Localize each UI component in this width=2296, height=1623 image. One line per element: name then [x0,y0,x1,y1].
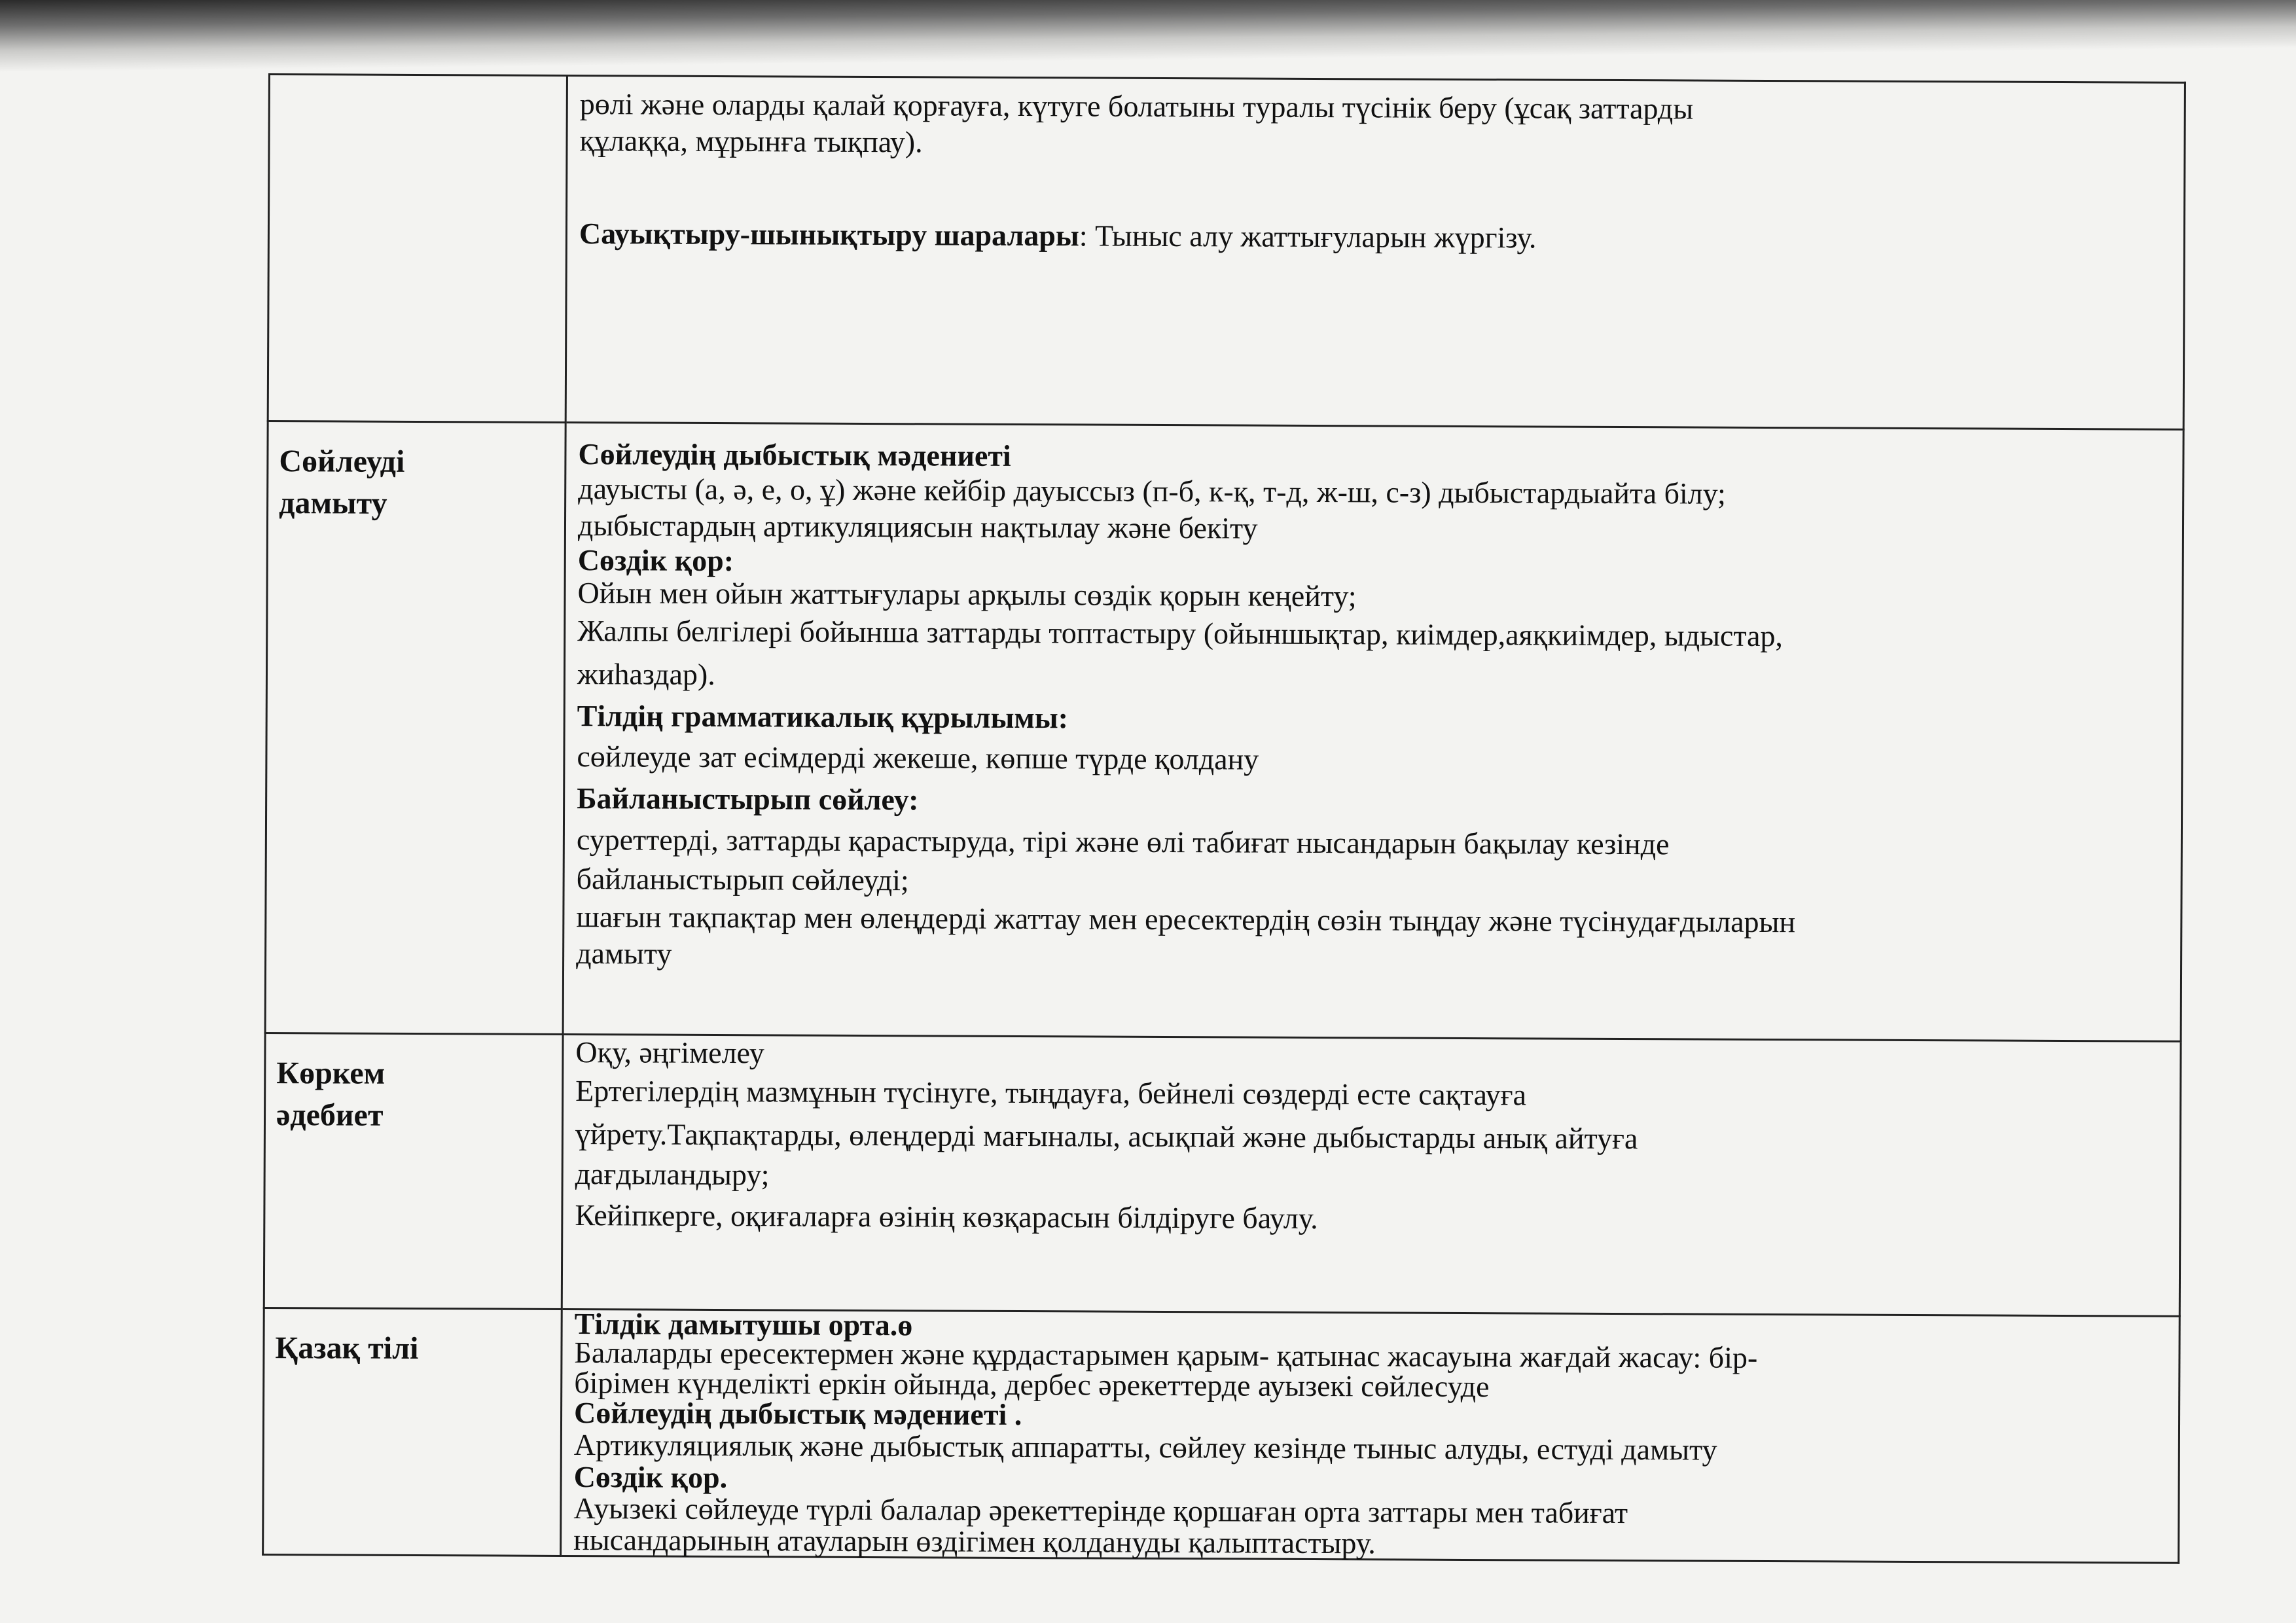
content-line: Ертегілердің мазмұнын түсінуге, тыңдауға, бейнелі сөздерді есте сақтауға [575,1074,1527,1112]
content-heading: Тілдік дамытушы орта.ө [574,1307,913,1342]
content-cell [565,75,2185,429]
lead-label: Сауықтыру-шынықтыру шаралары [579,217,1079,253]
table-row [264,1033,2181,1316]
content-heading: Сөздік қор: [577,543,734,578]
content-line [579,215,2172,259]
content-line: дамыту [576,936,672,971]
content-line: байланыстырып сөйлеуді; [576,862,909,897]
scan-edge-shadow [0,0,2296,72]
content-line: бірімен күнделікті еркін ойында, дербес әрекеттерде ауызекі сөйлесуде [574,1366,1490,1404]
content-line: дыбыстардың артикуляциясын нақтылау және бекіту [577,508,1258,545]
content-line: жиһаздар). [577,657,715,691]
content-line: сөйлеуде зат есімдерді жекеше, көпше түрде қолдану [577,740,1259,776]
content-line: құлаққа, мұрынға тықпау). [579,124,923,159]
table-row [268,75,2185,430]
subject-label: Көркем әдебиет [276,1056,386,1133]
content-line: шағын тақпақтар мен өлеңдерді жаттау мен ересектердің сөзін тыңдау және түсінудағдыларын [576,900,1796,939]
content-line: дауысты (а, ә, е, о, ұ) және кейбір дауыссыз (п-б, к-қ, т-д, ж-ш, с-з) дыбыстардыайта білу; [578,472,1727,510]
content-line: дағдыландыру; [575,1157,770,1192]
content-cell [563,422,2183,1041]
table-row [263,1308,2180,1563]
table-row [265,421,2183,1042]
lead-text: : Тыныс алу жаттығуларын жүргізу. [1079,219,1537,255]
content-line: нысандарының атауларын өздігімен қолдануды қалыптастыру. [573,1523,1376,1560]
content-line: Жалпы белгілері бойынша заттарды топтастыру (ойыншықтар, киімдер,аяқкиімдер, ыдыстар, [577,614,1784,653]
content-heading: Сөйлеудің дыбыстық мәдениеті . [573,1396,1022,1432]
subject-cell [264,1033,563,1309]
content-heading: Байланыстырып сөйлеу: [577,781,919,817]
content-heading: Тілдің грамматикалық құрылымы: [577,699,1069,735]
content-cell [562,1034,2181,1316]
subject-label: Қазақ тілі [275,1330,419,1366]
subject-label: Сөйлеуді дамыту [279,444,405,521]
content-line: Ойын мен ойын жаттығулары арқылы сөздік қорын кеңейту; [577,576,1357,613]
subject-label [281,75,556,95]
subject-cell [268,75,567,423]
content-heading: Сөйлеудің дыбыстық мәдениеті [578,437,1011,473]
content-line: Артикуляциялық және дыбыстық аппаратты, сөйлеу кезінде тыныс алуды, естуді дамыту [573,1428,1717,1467]
content-cell [561,1309,2180,1563]
subject-cell [265,421,565,1035]
content-line: суреттерді, заттарды қарастыруда, тірі және өлі табиғат нысандарын бақылау кезінде [576,823,1670,861]
content-line: Оқу, әңгімелеу [575,1035,764,1070]
content-line: Кейіпкерге, оқиғаларға өзінің көзқарасын білдіруге баулу. [575,1198,1318,1236]
content-line: Балаларды ересектермен және құрдастарымен қарым- қатынас жасауына жағдай жасау: бір- [574,1336,1758,1374]
content-line: Ауызекі сөйлеуде түрлі балалар әрекеттерінде қоршаған орта заттары мен табиғат [573,1491,1628,1530]
content-heading: Сөздік қор. [573,1460,728,1495]
content-line: рөлі және оларды қалай қорғауға, күтуге болатыны туралы түсінік беру (ұсақ заттарды [579,87,1694,126]
content-line: үйрету.Тақпақтарды, өлеңдерді мағыналы, асықпай және дыбыстарды анық айтуға [575,1117,1638,1156]
subject-cell [263,1308,562,1556]
curriculum-table [262,73,2186,1564]
